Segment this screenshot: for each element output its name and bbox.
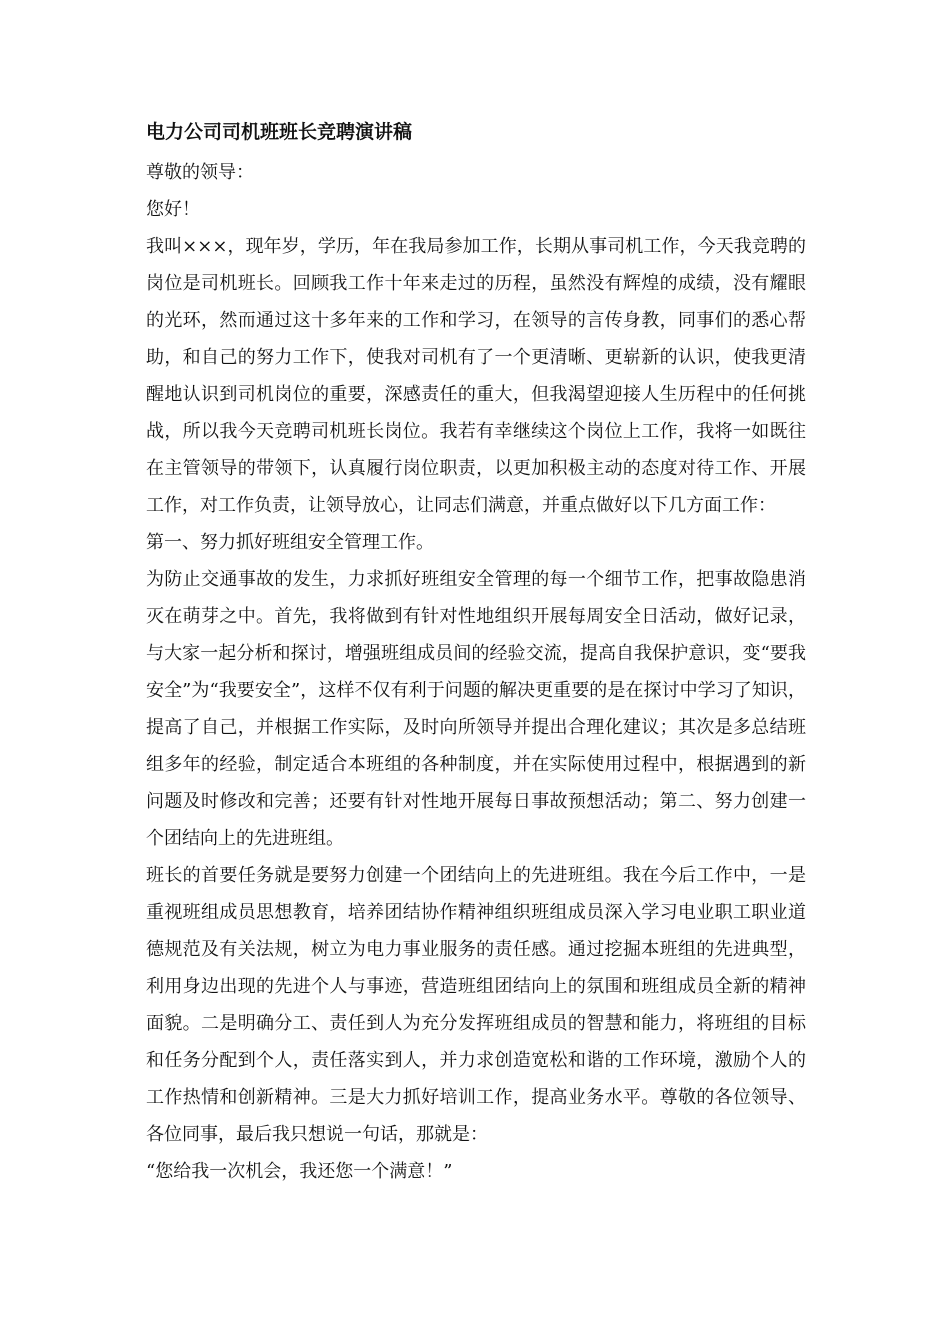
section-heading-safety: 第一、努力抓好班组安全管理工作。 xyxy=(146,532,434,553)
document-body xyxy=(146,118,806,1190)
paragraph-introduction: 我叫×××，现年岁，学历，年在我局参加工作，长期从事司机工作，今天我竞聘的岗位是司机班长。回顾我工作十年来走过的历程，虽然没有辉煌的成绩，没有耀眼的光环，然而通过这十多年来的工作和学习，在领导的言传身教，同事们的悉心帮助，和自己的努力工作下，使我对司机有了一个更清晰、更崭新的认识，使我更清醒地认识到司机岗位的重要，深感责任的重大，但我渴望迎接人生历程中的任何挑战，所以我今天竞聘司机班长岗位。我若有幸继续这个岗位上工作，我将一如既往在主管领导的带领下，认真履行岗位职责，以更加积极主动的态度对待工作、开展工作，对工作负责，让领导放心，让同志们满意，并重点做好以下几方面工作： xyxy=(146,236,806,516)
greeting: 您好！ xyxy=(146,199,200,220)
paragraph-team-building: 班长的首要任务就是要努力创建一个团结向上的先进班组。我在今后工作中，一是重视班组成员思想教育，培养团结协作精神组织班组成员深入学习电业职工职业道德规范及有关法规，树立为电力事业服务的责任感。通过挖掘本班组的先进典型，利用身边出现的先进个人与事迹，营造班组团结向上的氛围和班组成员全新的精神面貌。二是明确分工、责任到人为充分发挥班组成员的智慧和能力，将班组的目标和任务分配到个人，责任落实到人，并力求创造宽松和谐的工作环境，激励个人的工作热情和创新精神。三是大力抓好培训工作，提高业务水平。尊敬的各位领导、各位同事，最后我只想说一句话，那就是： xyxy=(146,865,806,1145)
closing-quote: “您给我一次机会，我还您一个满意！” xyxy=(146,1161,453,1182)
salutation: 尊敬的领导： xyxy=(146,162,254,183)
paragraph-safety: 为防止交通事故的发生，力求抓好班组安全管理的每一个细节工作，把事故隐患消灭在萌芽之中。首先，我将做到有针对性地组织开展每周安全日活动，做好记录，与大家一起分析和探讨，增强班组成员间的经验交流，提高自我保护意识，变“要我安全”为“我要安全”，这样不仅有利于问题的解决更重要的是在探讨中学习了知识，提高了自己，并根据工作实际，及时向所领导并提出合理化建议；其次是多总结班组多年的经验，制定适合本班组的各种制度，并在实际使用过程中，根据遇到的新问题及时修改和完善；还要有针对性地开展每日事故预想活动；第二、努力创建一个团结向上的先进班组。 xyxy=(146,569,806,849)
document-title: 电力公司司机班班长竞聘演讲稿 xyxy=(146,121,413,143)
